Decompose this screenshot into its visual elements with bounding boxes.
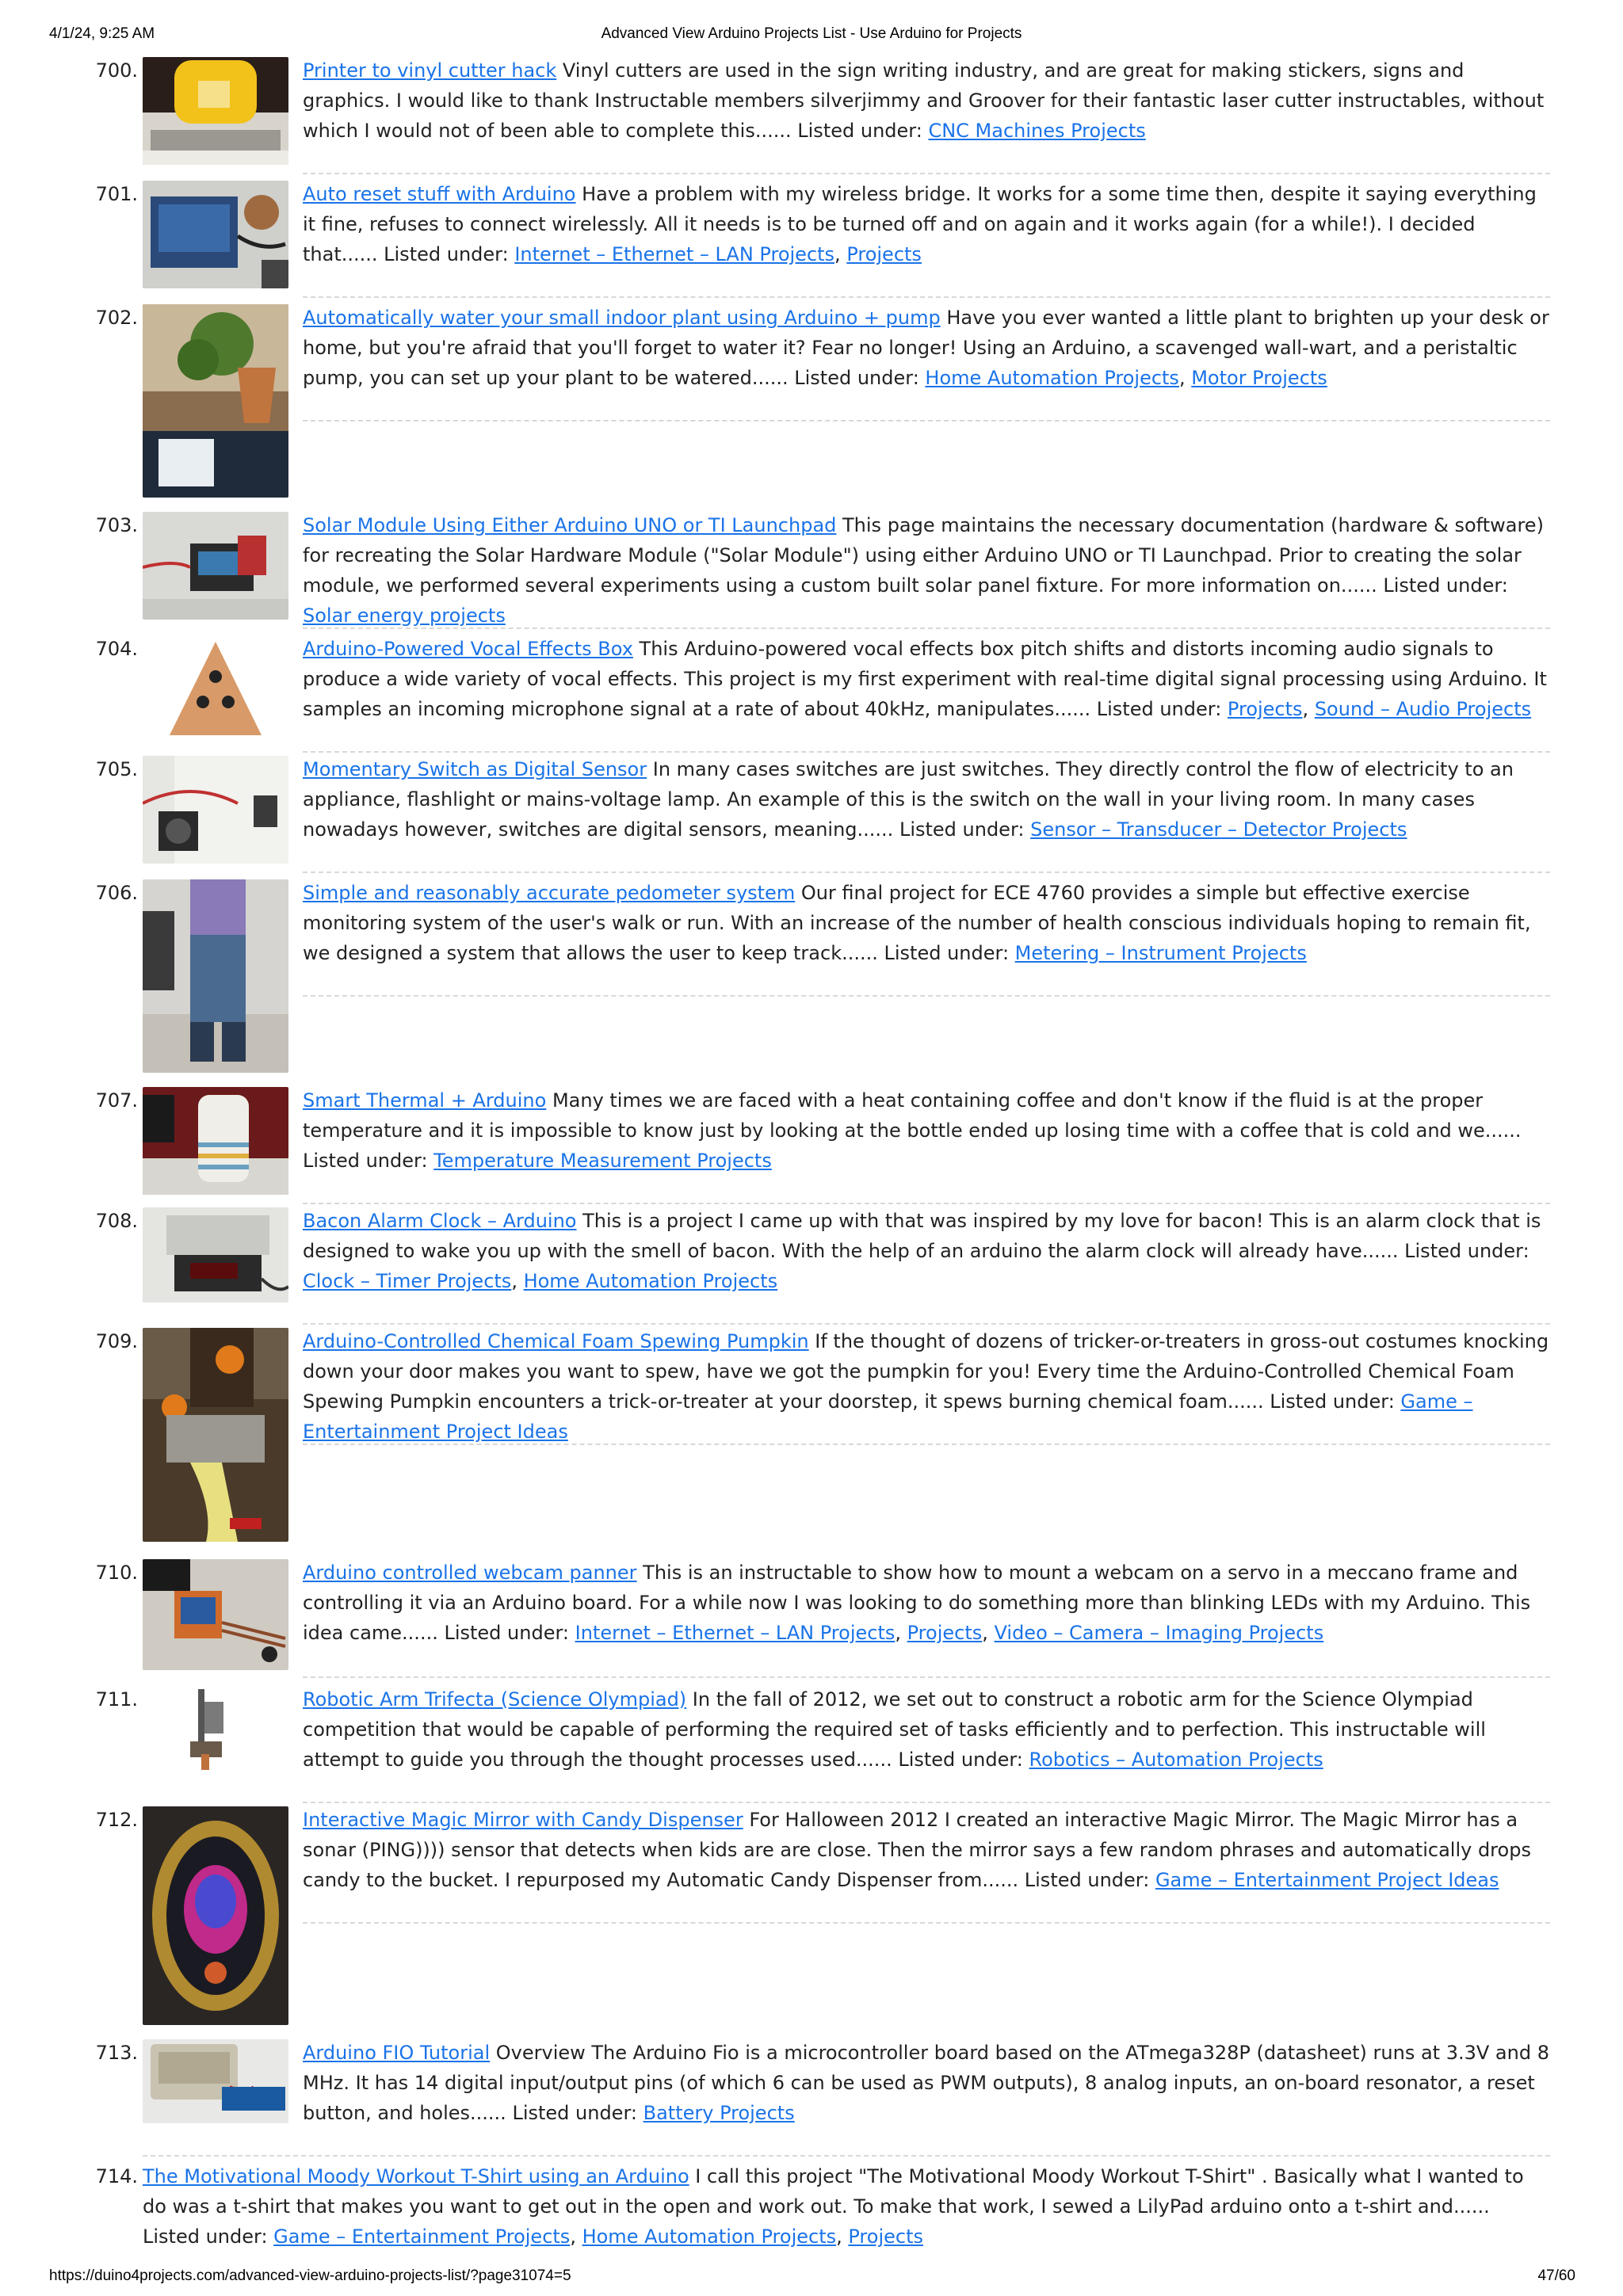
project-title-link[interactable]: Automatically water your small indoor plant using Arduino + pump bbox=[303, 307, 941, 329]
category-link[interactable]: Internet – Ethernet – LAN Projects bbox=[575, 1622, 896, 1644]
item-number: 714. bbox=[95, 2165, 138, 2187]
listed-under-label: Listed under: bbox=[877, 942, 1015, 964]
print-url: https://duino4projects.com/advanced-view-arduino-projects-list/?page31074=5 bbox=[49, 2267, 571, 2284]
item-number: 707. bbox=[95, 1089, 138, 1112]
item-number: 708. bbox=[95, 1210, 138, 1232]
project-title-link[interactable]: The Motivational Moody Workout T-Shirt using an Arduino bbox=[143, 2165, 689, 2187]
thumbnail-image[interactable] bbox=[143, 1559, 288, 1670]
category-link[interactable]: Clock – Timer Projects bbox=[303, 1270, 512, 1292]
separator bbox=[143, 2155, 1550, 2157]
item-number: 710. bbox=[95, 1562, 138, 1584]
separator bbox=[303, 1676, 1550, 1678]
item-number: 709. bbox=[95, 1330, 138, 1352]
category-link[interactable]: Game – Entertainment Project Ideas bbox=[1155, 1869, 1499, 1891]
thumbnail-image[interactable] bbox=[143, 1087, 288, 1195]
item-body bbox=[303, 510, 1550, 631]
listed-under-label: Listed under: bbox=[893, 818, 1031, 841]
item-number: 705. bbox=[95, 758, 138, 780]
thumbnail-image[interactable] bbox=[143, 1806, 288, 2025]
item-number: 712. bbox=[95, 1809, 138, 1831]
project-description: This is a project I came up with that was inspired by my love for bacon! This is an alarm clock that is designed to wake you up with the smell of bacon. With the help of an arduino the alarm clock will already have...... bbox=[303, 1210, 1541, 1262]
item-number: 706. bbox=[95, 882, 138, 904]
item-number: 703. bbox=[95, 514, 138, 536]
page-counter: 47/60 bbox=[1537, 2267, 1575, 2284]
listed-under-label: Listed under: bbox=[1090, 698, 1228, 720]
listed-under-label: Listed under: bbox=[1263, 1390, 1401, 1413]
item-body bbox=[303, 55, 1550, 146]
thumbnail-image[interactable] bbox=[143, 635, 288, 743]
separator bbox=[303, 1203, 1550, 1204]
category-link[interactable]: Projects bbox=[848, 2225, 923, 2248]
project-description: Vinyl cutters are used in the sign writing industry, and are great for making stickers, signs and graphics. I would like to thank Instructable members silverjimmy and Groover for their fantastic laser cutter instructables, without which I would not of been able to complete this...... bbox=[303, 59, 1545, 142]
separator bbox=[303, 1922, 1550, 1924]
project-description: I call this project "The Motivational Moody Workout T-Shirt" . Basically what I wanted to do was a t-shirt that makes you want to get out in the open and work out. To make that work, I sewed a LilyPad arduino onto a t-shirt and...... bbox=[143, 2165, 1524, 2218]
project-title-link[interactable]: Robotic Arm Trifecta (Science Olympiad) bbox=[303, 1688, 687, 1711]
item-body: Automatically water your small indoor plant using Arduino + pump Have you ever wanted a little plant to brighten up your desk or home, but you're afraid that you'll forget to water it? Fear no longer! Using an Arduino, a scavenged wall-wart, and a peristaltic pump, you can set up your plant to be watered...... Listed under: Home Automation Projects, Motor Projects bbox=[303, 307, 1549, 389]
listed-under-label: Listed under: bbox=[1398, 1240, 1529, 1262]
category-link[interactable]: Motor Projects bbox=[1191, 367, 1327, 389]
item-body bbox=[303, 878, 1550, 968]
item-body bbox=[303, 2038, 1550, 2128]
project-title-link[interactable]: Arduino FIO Tutorial bbox=[303, 2042, 491, 2064]
category-link[interactable]: Metering – Instrument Projects bbox=[1014, 942, 1307, 964]
project-title-link[interactable]: Arduino-Powered Vocal Effects Box bbox=[303, 638, 633, 660]
item-body bbox=[303, 1684, 1550, 1775]
item-number: 702. bbox=[95, 307, 138, 329]
category-link[interactable]: Internet – Ethernet – LAN Projects bbox=[514, 243, 835, 265]
project-title-link[interactable]: Bacon Alarm Clock – Arduino bbox=[303, 1210, 577, 1232]
category-link[interactable]: Projects bbox=[846, 243, 922, 265]
project-description: This is an instructable to show how to mount a webcam on a servo in a meccano frame and controlling it via an Arduino board. For a while now I was looking to do something more than blinking LEDs with my Arduino. This idea came...... bbox=[303, 1562, 1531, 1644]
thumbnail-image[interactable] bbox=[143, 879, 288, 1073]
listed-under-label: Listed under: bbox=[892, 1749, 1029, 1771]
item-body: The Motivational Moody Workout T-Shirt using an Arduino I call this project "The Motivational Moody Workout T-Shirt" . Basically what I wanted to do was a t-shirt that makes you want to get out in the open and work out. To make that work, I sewed a LilyPad arduino onto a t-shirt and...... Listed under: Game – Entertainment Projects, Home Automation Projects, Projects bbox=[143, 2165, 1524, 2248]
item-body bbox=[303, 754, 1550, 845]
separator bbox=[303, 173, 1550, 174]
listed-under-label: Listed under: bbox=[143, 2225, 274, 2248]
item-number: 713. bbox=[95, 2042, 138, 2064]
project-description: Overview The Arduino Fio is a microcontroller board based on the ATmega328P (datasheet) runs at 3.3V and 8 MHz. It has 14 digital input/output pins (of which 6 can be used as PWM outputs), 8 analog inputs, an on-board resonator, a reset button, and holes...... bbox=[303, 2042, 1549, 2124]
thumbnail-image[interactable] bbox=[143, 181, 288, 288]
print-footer bbox=[0, 2267, 1623, 2288]
separator bbox=[303, 871, 1550, 873]
category-link[interactable]: Projects bbox=[1227, 698, 1303, 720]
item-body: Bacon Alarm Clock – Arduino This is a project I came up with that was inspired by my love for bacon! This is an alarm clock that is designed to wake you up with the smell of bacon. With the help of an arduino the alarm clock will already have...... Listed under: Clock – Timer Projects, Home Automation Projects bbox=[303, 1210, 1541, 1292]
category-link[interactable]: Sensor – Transducer – Detector Projects bbox=[1030, 818, 1407, 841]
listed-under-label: Listed under: bbox=[788, 367, 926, 389]
item-body: Arduino-Powered Vocal Effects Box This Arduino-powered vocal effects box pitch shifts and distorts incoming audio signals to produce a wide variety of vocal effects. This project is my first experiment with real-time digital signal processing using Arduino. It samples an incoming microphone signal at a rate of about 40kHz, manipulates...... Listed under: Projects, Sound – Audio Projects bbox=[303, 638, 1547, 720]
project-title-link[interactable]: Interactive Magic Mirror with Candy Dispenser bbox=[303, 1809, 743, 1831]
separator bbox=[303, 1802, 1550, 1803]
category-link[interactable]: Home Automation Projects bbox=[582, 2225, 837, 2248]
listed-under-label: Listed under: bbox=[506, 2102, 643, 2124]
separator bbox=[303, 751, 1550, 753]
listed-under-label: Listed under: bbox=[791, 120, 929, 142]
item-body bbox=[303, 1805, 1550, 1895]
separator bbox=[303, 995, 1550, 997]
thumbnail-image[interactable] bbox=[143, 756, 288, 864]
project-description: Many times we are faced with a heat containing coffee and don't know if the fluid is at the proper temperature and it is impossible to know just by looking at the bottle ended up losing time with a coffee that is cold and we...... bbox=[303, 1089, 1522, 1142]
thumbnail-image[interactable] bbox=[143, 512, 288, 620]
print-header bbox=[0, 25, 1623, 46]
separator bbox=[303, 627, 1550, 629]
project-description: If the thought of dozens of tricker-or-treaters in gross-out costumes knocking down your door makes you want to spew, have we got the pumpkin for you! Every time the Arduino-Controlled Chemical Foam Spewing Pumpkin encounters a trick-or-treater at your doorstep, it spews burning chemical foam...... bbox=[303, 1330, 1549, 1413]
category-link[interactable]: Video – Camera – Imaging Projects bbox=[994, 1622, 1324, 1644]
project-title-link[interactable]: Momentary Switch as Digital Sensor bbox=[303, 758, 647, 780]
category-link[interactable]: Sound – Audio Projects bbox=[1314, 698, 1532, 720]
item-body: Auto reset stuff with Arduino Have a problem with my wireless bridge. It works for a some time then, despite it saying everything it fine, refuses to connect wirelessly. All it needs is to be turned off and on again and it works again (for a while!). I decided that...... Listed under: Internet – Ethernet – LAN Projects, Projects bbox=[303, 183, 1537, 265]
category-link[interactable]: Projects bbox=[907, 1622, 983, 1644]
print-title: Advanced View Arduino Projects List - Use Arduino for Projects bbox=[601, 25, 1022, 42]
project-title-link[interactable]: Arduino controlled webcam panner bbox=[303, 1562, 637, 1584]
item-number: 701. bbox=[95, 183, 138, 205]
item-body: Arduino controlled webcam panner This is an instructable to show how to mount a webcam on a servo in a meccano frame and controlling it via an Arduino board. For a while now I was looking to do something more than blinking LEDs with my Arduino. This idea came...... Listed under: Internet – Ethernet – LAN Projects, Projects, Video – Camera – Imaging Projects bbox=[303, 1562, 1531, 1644]
project-description: For Halloween 2012 I created an interactive Magic Mirror. The Magic Mirror has a sonar (PING)))) sensor that detects when kids are are close. Then the mirror says a few random phrases and automatically drops candy to the bucket. I repurposed my Automatic Candy Dispenser from...... bbox=[303, 1809, 1531, 1891]
listed-under-label: Listed under: bbox=[1377, 574, 1508, 597]
thumbnail-image[interactable] bbox=[143, 1328, 288, 1542]
separator bbox=[303, 1323, 1550, 1325]
item-number: 700. bbox=[95, 59, 138, 82]
category-link[interactable]: Battery Projects bbox=[643, 2102, 795, 2124]
project-title-link[interactable]: Simple and reasonably accurate pedometer system bbox=[303, 882, 796, 904]
item-number: 704. bbox=[95, 638, 138, 660]
project-title-link[interactable]: Smart Thermal + Arduino bbox=[303, 1089, 547, 1112]
category-link[interactable]: Home Automation Projects bbox=[925, 367, 1179, 389]
category-link[interactable]: Robotics – Automation Projects bbox=[1029, 1749, 1323, 1771]
project-description: This page maintains the necessary documentation (hardware & software) for recreating the Solar Hardware Module ("Solar Module") using either Arduino UNO or TI Launchpad. Prior to creating the solar module, we performed several experiments using a custom built solar panel fixture. For more information on...... bbox=[303, 514, 1544, 597]
project-description: In many cases switches are just switches. They directly control the flow of electricity to an appliance, flashlight or mains-voltage lamp. An example of this is the switch on the wall in your living room. In many cases nowadays however, switches are digital sensors, meaning...... bbox=[303, 758, 1514, 841]
thumbnail-image[interactable] bbox=[143, 1686, 288, 1773]
listed-under-label: Listed under: bbox=[437, 1622, 575, 1644]
project-title-link[interactable]: Auto reset stuff with Arduino bbox=[303, 183, 576, 205]
category-link[interactable]: Solar energy projects bbox=[303, 605, 506, 627]
separator bbox=[303, 296, 1550, 298]
project-description: Our final project for ECE 4760 provides a simple but effective exercise monitoring system of the user's walk or run. With an increase of the number of health conscious individuals hoping to remain fit, we designed a system that allows the user to keep track...... bbox=[303, 882, 1531, 964]
listed-under-label: Listed under: bbox=[1018, 1869, 1155, 1891]
project-description: This Arduino-powered vocal effects box pitch shifts and distorts incoming audio signals to produce a wide variety of vocal effects. This project is my first experiment with real-time digital signal processing using Arduino. It samples an incoming microphone signal at a rate of about 40kHz, manipulates...... bbox=[303, 638, 1547, 720]
thumbnail-image[interactable] bbox=[143, 304, 288, 498]
category-link[interactable]: Game – Entertainment Project Ideas bbox=[303, 1390, 1473, 1443]
category-link[interactable]: Game – Entertainment Projects bbox=[273, 2225, 571, 2248]
separator bbox=[303, 420, 1550, 421]
print-datetime: 4/1/24, 9:25 AM bbox=[49, 25, 155, 42]
listed-under-label: Listed under: bbox=[377, 243, 515, 265]
project-title-link[interactable]: Printer to vinyl cutter hack bbox=[303, 59, 557, 82]
project-description: Have a problem with my wireless bridge. It works for a some time then, despite it saying everything it fine, refuses to connect wirelessly. All it needs is to be turned off and on again and it works again (for a while!). I decided that...... bbox=[303, 183, 1537, 265]
project-description: Have you ever wanted a little plant to brighten up your desk or home, but you're afraid that you'll forget to water it? Fear no longer! Using an Arduino, a scavenged wall-wart, and a peristaltic pump, you can set up your plant to be watered...... bbox=[303, 307, 1549, 389]
project-title-link[interactable]: Solar Module Using Either Arduino UNO or TI Launchpad bbox=[303, 514, 837, 536]
separator bbox=[303, 1444, 1550, 1445]
project-description: In the fall of 2012, we set out to construct a robotic arm for the Science Olympiad competition that would be capable of performing the required set of tasks efficiently and to perfection. This instructable will attempt to guide you through the thought processes used...... bbox=[303, 1688, 1486, 1771]
item-body bbox=[303, 1326, 1550, 1447]
listed-under-label: Listed under: bbox=[303, 1150, 434, 1172]
category-link[interactable]: Home Automation Projects bbox=[523, 1270, 778, 1292]
category-link[interactable]: CNC Machines Projects bbox=[928, 120, 1146, 142]
thumbnail-image[interactable] bbox=[143, 2039, 288, 2123]
item-body bbox=[303, 1085, 1550, 1176]
thumbnail-image[interactable] bbox=[143, 1207, 288, 1302]
item-number: 711. bbox=[95, 1688, 138, 1711]
thumbnail-image[interactable] bbox=[143, 57, 288, 165]
project-title-link[interactable]: Arduino-Controlled Chemical Foam Spewing Pumpkin bbox=[303, 1330, 809, 1352]
category-link[interactable]: Temperature Measurement Projects bbox=[433, 1150, 772, 1172]
